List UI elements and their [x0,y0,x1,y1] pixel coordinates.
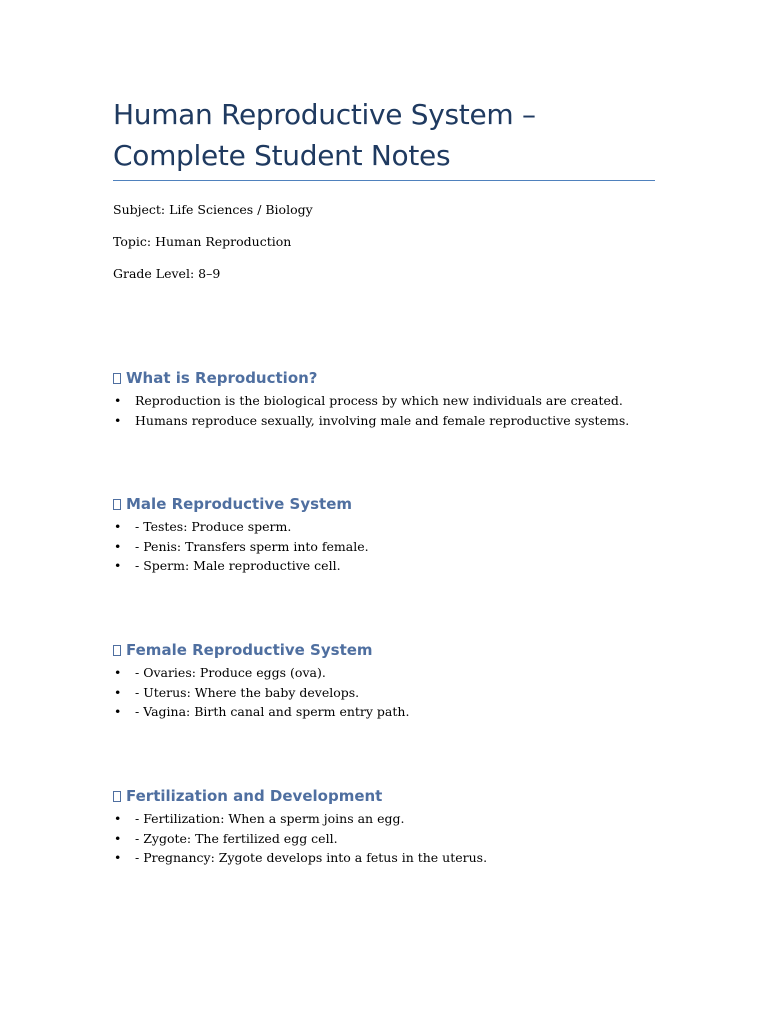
list-item-text: - Pregnancy: Zygote develops into a fetus in the uterus. [135,850,488,865]
list-item [113,411,629,431]
missing-glyph-icon [113,645,121,656]
list-item-text: - Zygote: The fertilized egg cell. [135,830,338,846]
section-heading-text: Female Reproductive System [126,641,373,659]
missing-glyph-icon [113,791,121,802]
list-item [113,829,487,849]
section-list-male-system [113,517,369,576]
list-item-text: - Sperm: Male reproductive cell. [135,558,341,573]
missing-glyph-icon [113,373,121,384]
list-item [113,537,369,557]
bullet-icon: • [114,538,122,554]
document-title: Human Reproductive System – Complete Student Notes [113,98,536,172]
section-heading-text: What is Reproduction? [126,369,318,387]
bullet-icon: • [114,704,122,719]
list-item [113,702,409,722]
bullet-icon: • [114,830,122,846]
list-item-text: - Ovaries: Produce eggs (ova). [135,665,326,680]
bullet-icon: • [114,519,122,534]
section-heading-female-system [113,640,373,660]
section-list-reproduction [113,391,629,430]
list-item-text: - Testes: Produce sperm. [135,519,292,534]
title-underline-divider [113,180,655,181]
bullet-icon: • [114,393,122,408]
list-item [113,809,487,829]
list-item [113,556,369,576]
missing-glyph-icon [113,499,121,510]
grade-level-line: Grade Level: 8–9 [113,266,221,281]
section-heading-text: Fertilization and Development [126,787,383,805]
bullet-icon: • [114,558,122,573]
list-item-text: - Penis: Transfers sperm into female. [135,538,369,554]
list-item-text: Reproduction is the biological process by which new individuals are created. [135,393,623,408]
list-item-text: - Fertilization: When a sperm joins an egg. [135,811,405,826]
list-item [113,848,487,868]
section-heading-fertilization [113,786,382,806]
bullet-icon: • [114,684,122,700]
bullet-icon: • [114,811,122,826]
section-list-fertilization [113,809,487,868]
list-item-text: - Vagina: Birth canal and sperm entry path. [135,704,410,719]
section-heading-text: Male Reproductive System [126,495,353,513]
section-list-female-system [113,663,409,722]
bullet-icon: • [114,665,122,680]
bullet-icon: • [114,412,122,428]
bullet-icon: • [114,850,122,865]
subject-line: Subject: Life Sciences / Biology [113,202,313,217]
list-item [113,517,369,537]
topic-line: Topic: Human Reproduction [113,234,292,249]
list-item [113,683,409,703]
list-item-text: Humans reproduce sexually, involving male and female reproductive systems. [135,412,630,428]
section-heading-reproduction [113,368,318,388]
list-item [113,663,409,683]
list-item [113,391,629,411]
section-heading-male-system [113,494,352,514]
list-item-text: - Uterus: Where the baby develops. [135,684,360,700]
